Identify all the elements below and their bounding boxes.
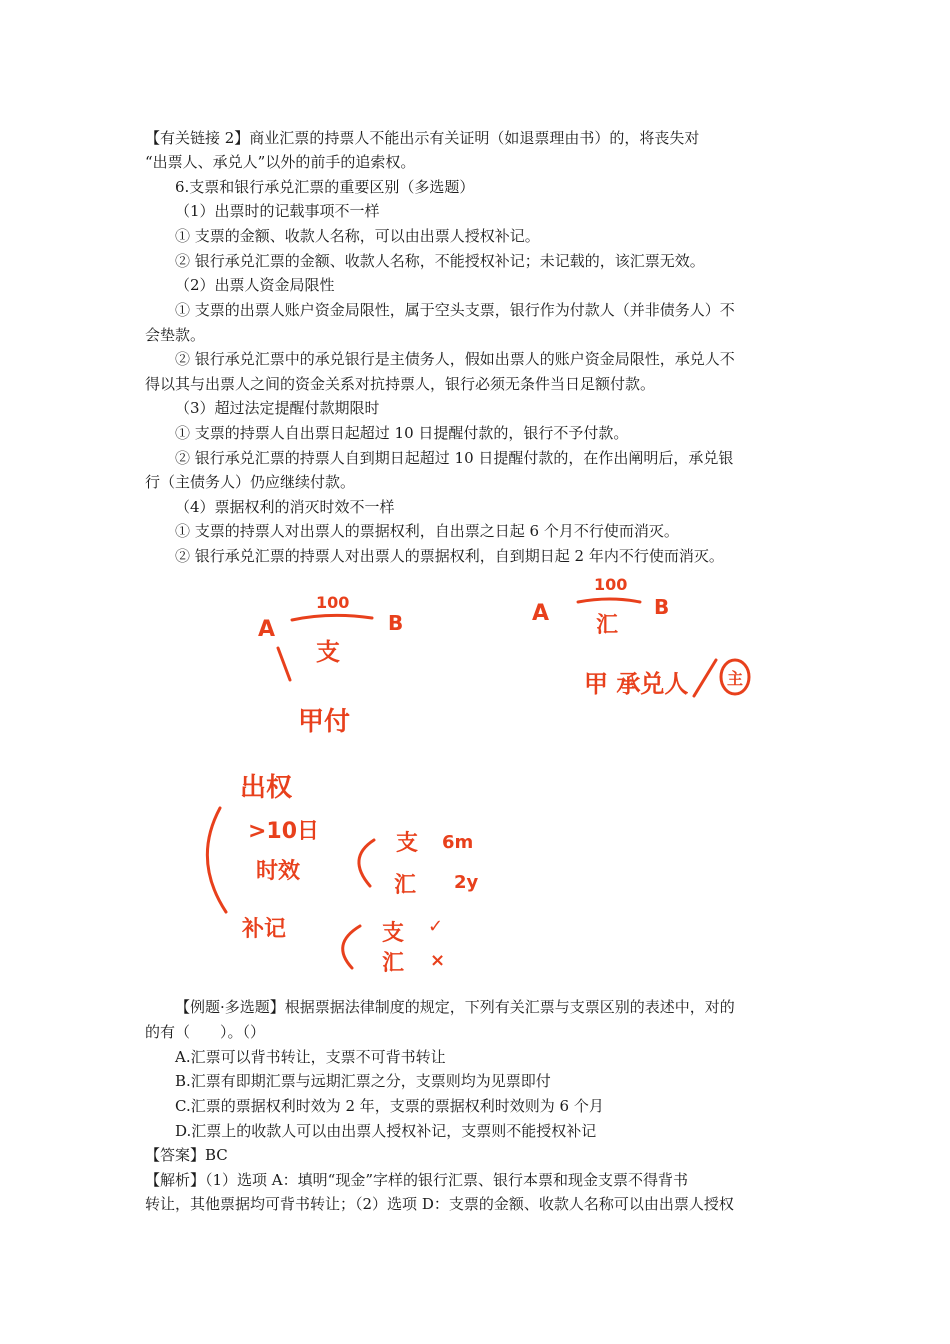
note-d2-main: 主 bbox=[727, 669, 744, 688]
note-m-zhi: 支 bbox=[396, 831, 419, 856]
section6-title: 6.支票和银行承兑汇票的重要区别（多选题） bbox=[175, 178, 475, 196]
point3-item-b-line1: ② 银行承兑汇票的持票人自到期日起超过 10 日提醒付款的，在作出阐明后，承兑银 bbox=[175, 449, 734, 467]
link2-line2: “出票人、承兑人”以外的前手的追索权。 bbox=[145, 153, 416, 171]
point1-item-b: ② 银行承兑汇票的金额、收款人名称，不能授权补记；未记载的，该汇票无效。 bbox=[175, 252, 705, 270]
note-m-out: 出权 bbox=[240, 773, 293, 803]
point2-item-a-line2: 会垫款。 bbox=[145, 326, 206, 344]
link2-line1: 【有关链接 2】商业汇票的持票人不能出示有关证明（如退票理由书）的，将丧失对 bbox=[145, 129, 700, 147]
note-d2-amount: 100 bbox=[594, 575, 628, 594]
option-b: B.汇票有即期汇票与远期汇票之分，支票则均为见票即付 bbox=[175, 1072, 551, 1090]
point2-item-a-line1: ① 支票的出票人账户资金局限性，属于空头支票，银行作为付款人（并非债务人）不 bbox=[175, 301, 735, 319]
option-a: A.汇票可以背书转让，支票不可背书转让 bbox=[175, 1048, 446, 1066]
note-d1-tick bbox=[278, 648, 290, 680]
note-d2-type: 汇 bbox=[596, 613, 619, 638]
note-brace-buji bbox=[343, 926, 360, 968]
answer-line: 【答案】BC bbox=[145, 1146, 228, 1164]
note-d1-type: 支 bbox=[316, 638, 340, 666]
note-m-check: ✓ bbox=[428, 916, 444, 937]
point4-item-a: ① 支票的持票人对出票人的票据权利，自出票之日起 6 个月不行使而消灭。 bbox=[175, 522, 679, 540]
note-m-2y: 2y bbox=[454, 872, 479, 893]
note-d2-a: A bbox=[532, 601, 550, 626]
note-brace-outer bbox=[207, 808, 226, 912]
option-c: C.汇票的票据权利时效为 2 年，支票的票据权利时效则为 6 个月 bbox=[175, 1097, 604, 1115]
note-d2-b: B bbox=[654, 595, 670, 619]
point2-title: （2）出票人资金局限性 bbox=[175, 276, 335, 294]
note-d1-arrow bbox=[292, 615, 372, 620]
example-line2: 的有（ ）。（） bbox=[145, 1023, 266, 1041]
note-d1-b: B bbox=[388, 611, 404, 635]
note-m-time: 时效 bbox=[256, 859, 301, 884]
note-d1-payer: 甲付 bbox=[298, 707, 351, 737]
point3-title: （3）超过法定提醒付款期限时 bbox=[175, 399, 380, 417]
note-m-buji: 补记 bbox=[242, 917, 287, 942]
point2-item-b-line2: 得以其与出票人之间的资金关系对抗持票人，银行必须无条件当日足额付款。 bbox=[145, 375, 656, 393]
point1-item-a: ① 支票的金额、收款人名称，可以由出票人授权补记。 bbox=[175, 227, 540, 245]
note-d1-amount: 100 bbox=[316, 593, 350, 612]
note-m-cross: × bbox=[430, 950, 446, 971]
point2-item-b-line1: ② 银行承兑汇票中的承兑银行是主债务人，假如出票人的账户资金局限性，承兑人不 bbox=[175, 350, 735, 368]
note-m-hui2: 汇 bbox=[382, 951, 405, 976]
analysis-line2: 转让，其他票据均可背书转让；（2）选项 D：支票的金额、收款人名称可以由出票人授权 bbox=[145, 1195, 734, 1213]
analysis-line1: 【解析】（1）选项 A：填明“现金”字样的银行汇票、银行本票和现金支票不得背书 bbox=[145, 1171, 688, 1189]
note-brace-time bbox=[359, 840, 374, 886]
note-m-zhi2: 支 bbox=[382, 921, 405, 946]
point4-item-b: ② 银行承兑汇票的持票人对出票人的票据权利，自到期日起 2 年内不行使而消灭。 bbox=[175, 547, 724, 565]
note-d2-arrow bbox=[578, 599, 640, 602]
point1-title: （1）出票时的记载事项不一样 bbox=[175, 202, 380, 220]
note-m-hui: 汇 bbox=[394, 873, 417, 898]
point4-title: （4）票据权利的消灭时效不一样 bbox=[175, 498, 395, 516]
note-m-6m: 6m bbox=[442, 832, 474, 853]
note-d2-acceptor: 甲 承兑人 bbox=[584, 670, 689, 698]
example-line1: 【例题·多选题】根据票据法律制度的规定，下列有关汇票与支票区别的表述中，对的 bbox=[175, 998, 735, 1016]
option-d: D.汇票上的收款人可以由出票人授权补记，支票则不能授权补记 bbox=[175, 1122, 597, 1140]
note-d2-slash bbox=[694, 660, 716, 696]
note-d1-a: A bbox=[258, 617, 276, 642]
point3-item-a: ① 支票的持票人自出票日起超过 10 日提醒付款的，银行不予付款。 bbox=[175, 424, 629, 442]
point3-item-b-line2: 行（主债务人）仍应继续付款。 bbox=[145, 473, 356, 491]
note-m-10: >10日 bbox=[248, 819, 320, 844]
